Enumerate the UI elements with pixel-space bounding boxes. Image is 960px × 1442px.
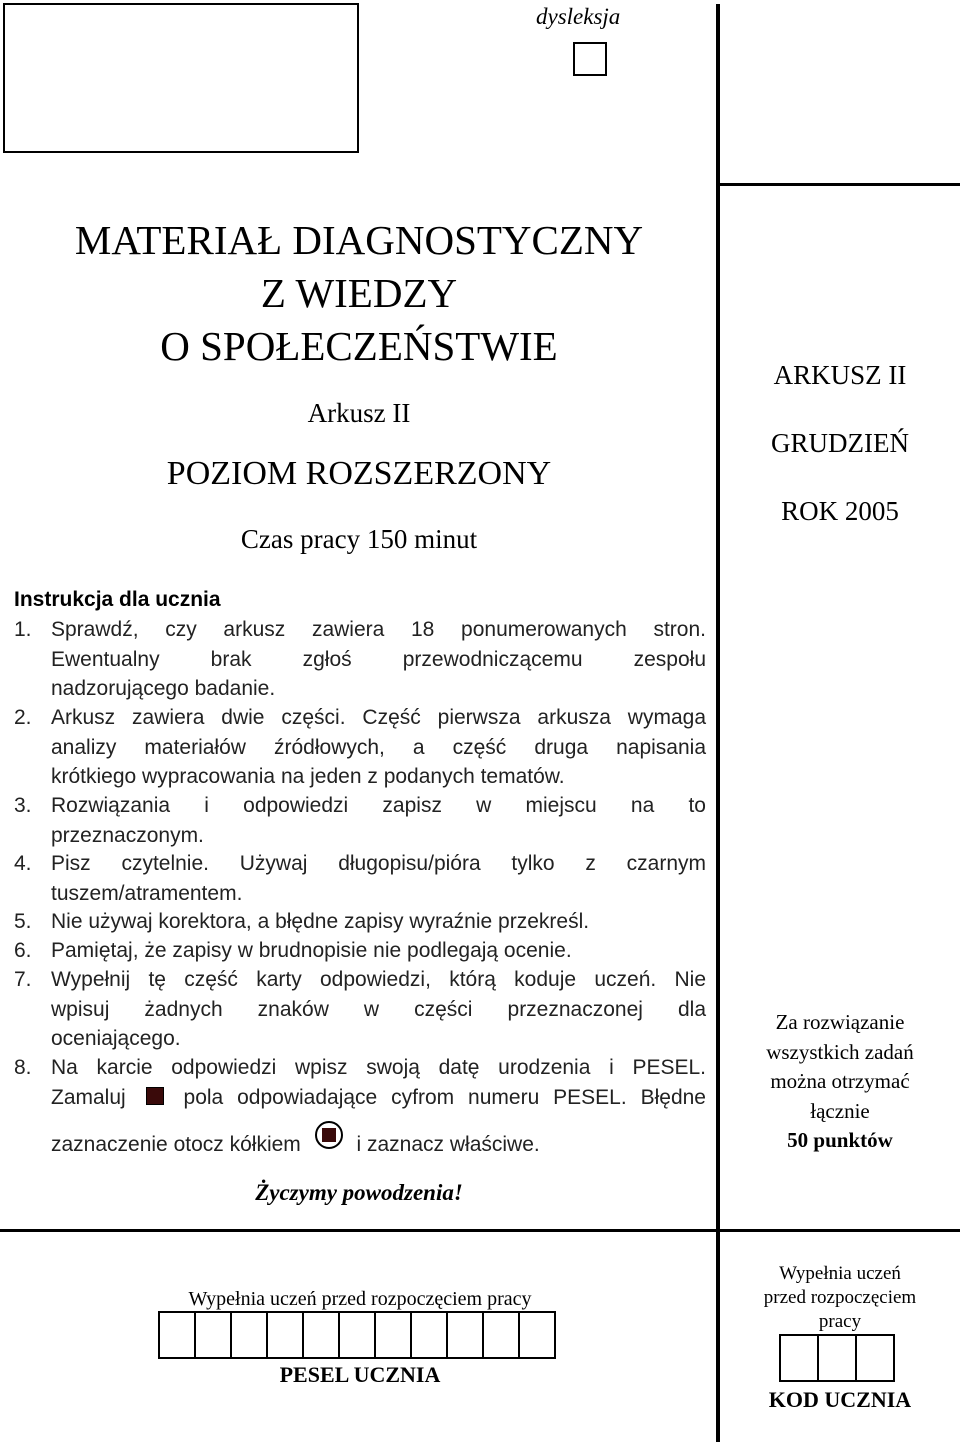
item-line: oceniającego. (51, 1027, 181, 1050)
pesel-digit-box[interactable] (410, 1311, 448, 1359)
instruction-item-2 (14, 703, 706, 792)
top-right-divider (718, 183, 960, 186)
pesel-note: Wypełnia uczeń przed rozpoczęciem pracy (188, 1288, 532, 1310)
item-line: pola odpowiadające cyfrom numeru PESEL. Błędne (183, 1085, 706, 1109)
pesel-digit-box[interactable] (518, 1311, 556, 1359)
pesel-digit-box[interactable] (230, 1311, 268, 1359)
kod-note (720, 1262, 960, 1334)
pesel-digit-box[interactable] (302, 1311, 340, 1359)
item-line: tuszem/atramentem. (51, 881, 243, 905)
points-info (720, 1008, 960, 1156)
good-luck-text: Życzymy powodzenia! (255, 1180, 463, 1205)
footer-divider (0, 1229, 960, 1232)
item-number: 5. (14, 910, 32, 933)
instructions-title: Instrukcja dla ucznia (14, 588, 221, 611)
item-number: 3. (14, 794, 32, 817)
kod-boxes (781, 1334, 895, 1382)
pesel-digit-box[interactable] (158, 1311, 196, 1359)
instruction-item-8 (14, 1053, 706, 1160)
kod-digit-box[interactable] (855, 1334, 895, 1382)
item-line: nadzorującego badanie. (51, 677, 276, 700)
pesel-label: PESEL UCZNIA (279, 1362, 441, 1387)
school-stamp-box (3, 3, 359, 153)
instruction-item-5 (14, 907, 706, 937)
item-line: wpisuj żadnych znaków w części przeznaczonej dla (51, 997, 706, 1021)
title-line-1: MATERIAŁ DIAGNOSTYCZNY (74, 217, 644, 263)
instruction-item-6 (14, 936, 706, 966)
side-sheet: ARKUSZ II (773, 360, 907, 390)
item-line: Ewentualny brak zgłoś przewodniczącemu zespołu (51, 647, 706, 671)
item-number: 7. (14, 968, 32, 991)
item-line: Nie używaj korektora, a błędne zapisy wyraźnie przekreśl. (51, 910, 590, 933)
points-line-2: wszystkich zadań (766, 1039, 914, 1064)
kod-digit-box[interactable] (779, 1334, 819, 1382)
item-number: 8. (14, 1056, 32, 1079)
item-number: 4. (14, 852, 32, 875)
side-year: ROK 2005 (781, 496, 899, 526)
item-line: krótkiego wypracowania na jeden z podanych tematów. (51, 765, 565, 788)
points-line-4: łącznie (810, 1098, 870, 1123)
item-line: i zaznacz właściwe. (356, 1133, 540, 1156)
item-line: Wypełnij tę część karty odpowiedzi, którą koduje uczeń. Nie (51, 968, 706, 991)
item-line: Pamiętaj, że zapisy w brudnopisie nie podlegają ocenie. (51, 939, 572, 962)
filled-square-icon (146, 1087, 164, 1105)
dyslexia-checkbox[interactable] (573, 42, 607, 76)
kod-note-line-3: pracy (818, 1311, 862, 1332)
pesel-boxes (160, 1311, 556, 1359)
item-line: Zamaluj (51, 1085, 126, 1109)
item-line: analizy materiałów źródłowych, a część druga napisania (51, 735, 706, 759)
pesel-digit-box[interactable] (374, 1311, 412, 1359)
item-line: Pisz czytelnie. Używaj długopisu/pióra tylko z czarnym (51, 852, 706, 875)
title-line-2: Z WIEDZY (260, 270, 458, 316)
pesel-digit-box[interactable] (446, 1311, 484, 1359)
item-number: 6. (14, 939, 32, 962)
instruction-item-7 (14, 965, 706, 1054)
pesel-digit-box[interactable] (194, 1311, 232, 1359)
side-month: GRUDZIEŃ (771, 428, 909, 458)
points-total: 50 punktów (787, 1128, 893, 1152)
item-number: 2. (14, 706, 32, 729)
circled-square-icon (315, 1121, 343, 1149)
instruction-item-1 (14, 615, 706, 704)
points-line-1: Za rozwiązanie (775, 1010, 905, 1034)
pesel-digit-box[interactable] (338, 1311, 376, 1359)
instruction-item-3 (14, 791, 706, 850)
level-label: POZIOM ROZSZERZONY (166, 455, 552, 492)
dyslexia-label: dysleksja (536, 4, 621, 29)
pesel-digit-box[interactable] (482, 1311, 520, 1359)
item-line: Sprawdź, czy arkusz zawiera 18 ponumerowanych stron. (51, 618, 706, 641)
sheet-label: Arkusz II (307, 398, 411, 428)
item-line: Rozwiązania i odpowiedzi zapisz w miejscu na to (51, 794, 706, 817)
item-line: zaznaczenie otocz kółkiem (51, 1133, 301, 1156)
instruction-item-4 (14, 849, 706, 908)
item-number: 1. (14, 618, 32, 641)
points-line-3: można otrzymać (770, 1069, 910, 1093)
kod-label: KOD UCZNIA (768, 1387, 912, 1412)
title-line-3: O SPOŁECZEŃSTWIE (160, 323, 558, 369)
pesel-digit-box[interactable] (266, 1311, 304, 1359)
item-line: Na karcie odpowiedzi wpisz swoją datę urodzenia i PESEL. (51, 1056, 706, 1079)
kod-note-line-2: przed rozpoczęciem (763, 1287, 917, 1308)
time-label: Czas pracy 150 minut (240, 524, 478, 554)
item-line: przeznaczonym. (51, 823, 204, 847)
kod-note-line-1: Wypełnia uczeń (779, 1263, 901, 1284)
kod-digit-box[interactable] (817, 1334, 857, 1382)
item-line: Arkusz zawiera dwie części. Część pierwsza arkusza wymaga (51, 706, 706, 729)
